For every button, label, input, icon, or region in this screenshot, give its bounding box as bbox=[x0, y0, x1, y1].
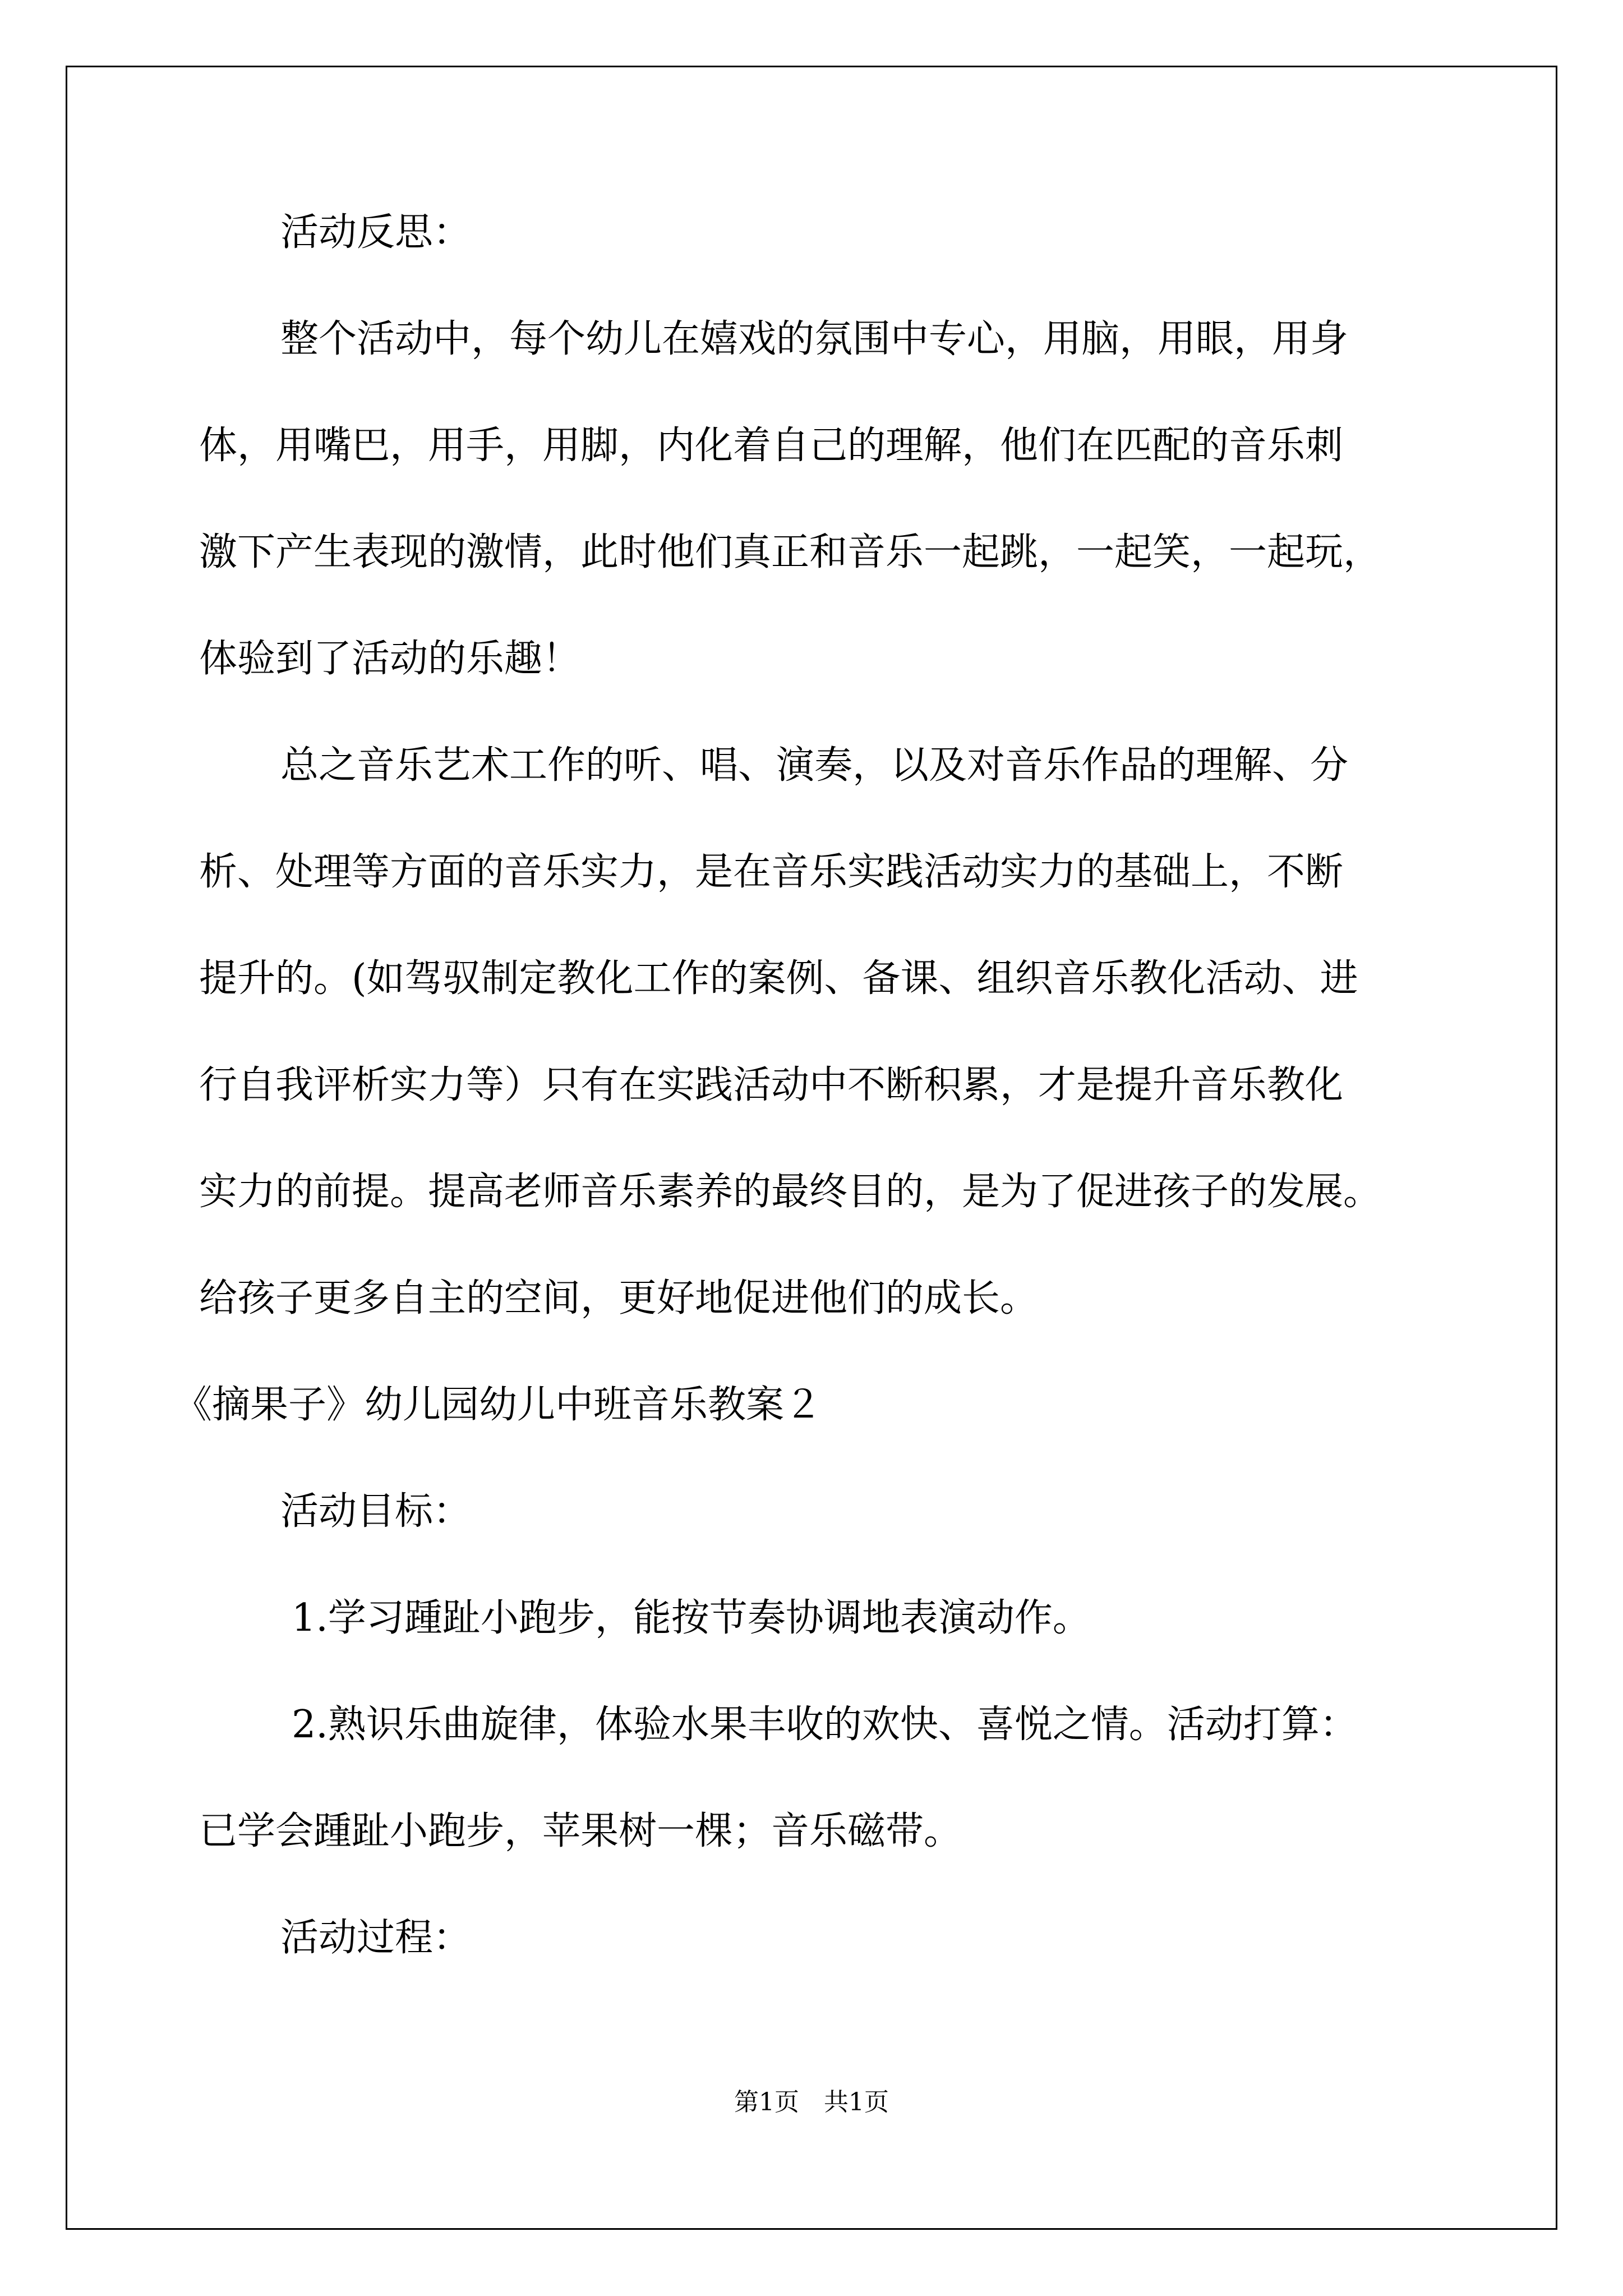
paragraph-line: 体验到了活动的乐趣！ bbox=[199, 637, 581, 681]
section-heading-goals: 活动目标： bbox=[280, 1489, 472, 1534]
page-border bbox=[66, 66, 1557, 2230]
section-heading-process: 活动过程： bbox=[280, 1916, 472, 1960]
paragraph-line: 析、处理等方面的音乐实力，是在音乐实践活动实力的基础上，不断 bbox=[199, 850, 1344, 894]
paragraph-line: 激下产生表现的激情，此时他们真正和音乐一起跳，一起笑，一起玩， bbox=[199, 530, 1382, 574]
section-heading-reflection: 活动反思： bbox=[280, 210, 472, 255]
goal-item-2: 2.熟识乐曲旋律，体验水果丰收的欢快、喜悦之情。活动打算： bbox=[292, 1703, 1358, 1747]
page-number: 第1页 共1页 bbox=[734, 2088, 889, 2116]
paragraph-line: 行自我评析实力等）只有在实践活动中不断积累，才是提升音乐教化 bbox=[199, 1063, 1344, 1107]
goal-item-1: 1.学习踵趾小跑步，能按节奏协调地表演动作。 bbox=[292, 1596, 1091, 1640]
paragraph-line: 提升的。(如驾驭制定教化工作的案例、备课、组织音乐教化活动、进 bbox=[199, 956, 1358, 1001]
paragraph-line: 体，用嘴巴，用手，用脚，内化着自己的理解，他们在匹配的音乐刺 bbox=[199, 424, 1344, 468]
page-footer bbox=[0, 2086, 1623, 2119]
lesson-title: 《摘果子》幼儿园幼儿中班音乐教案２ bbox=[174, 1383, 823, 1427]
paragraph-line: 整个活动中，每个幼儿在嬉戏的氛围中专心，用脑，用眼，用身 bbox=[280, 317, 1349, 361]
paragraph-line: 实力的前提。提高老师音乐素养的最终目的，是为了促进孩子的发展。 bbox=[199, 1170, 1382, 1214]
paragraph-line: 已学会踵趾小跑步，苹果树一棵；音乐磁带。 bbox=[199, 1809, 962, 1853]
paragraph-line: 给孩子更多自主的空间，更好地促进他们的成长。 bbox=[199, 1276, 1039, 1320]
paragraph-line: 总之音乐艺术工作的听、唱、演奏，以及对音乐作品的理解、分 bbox=[280, 743, 1349, 788]
